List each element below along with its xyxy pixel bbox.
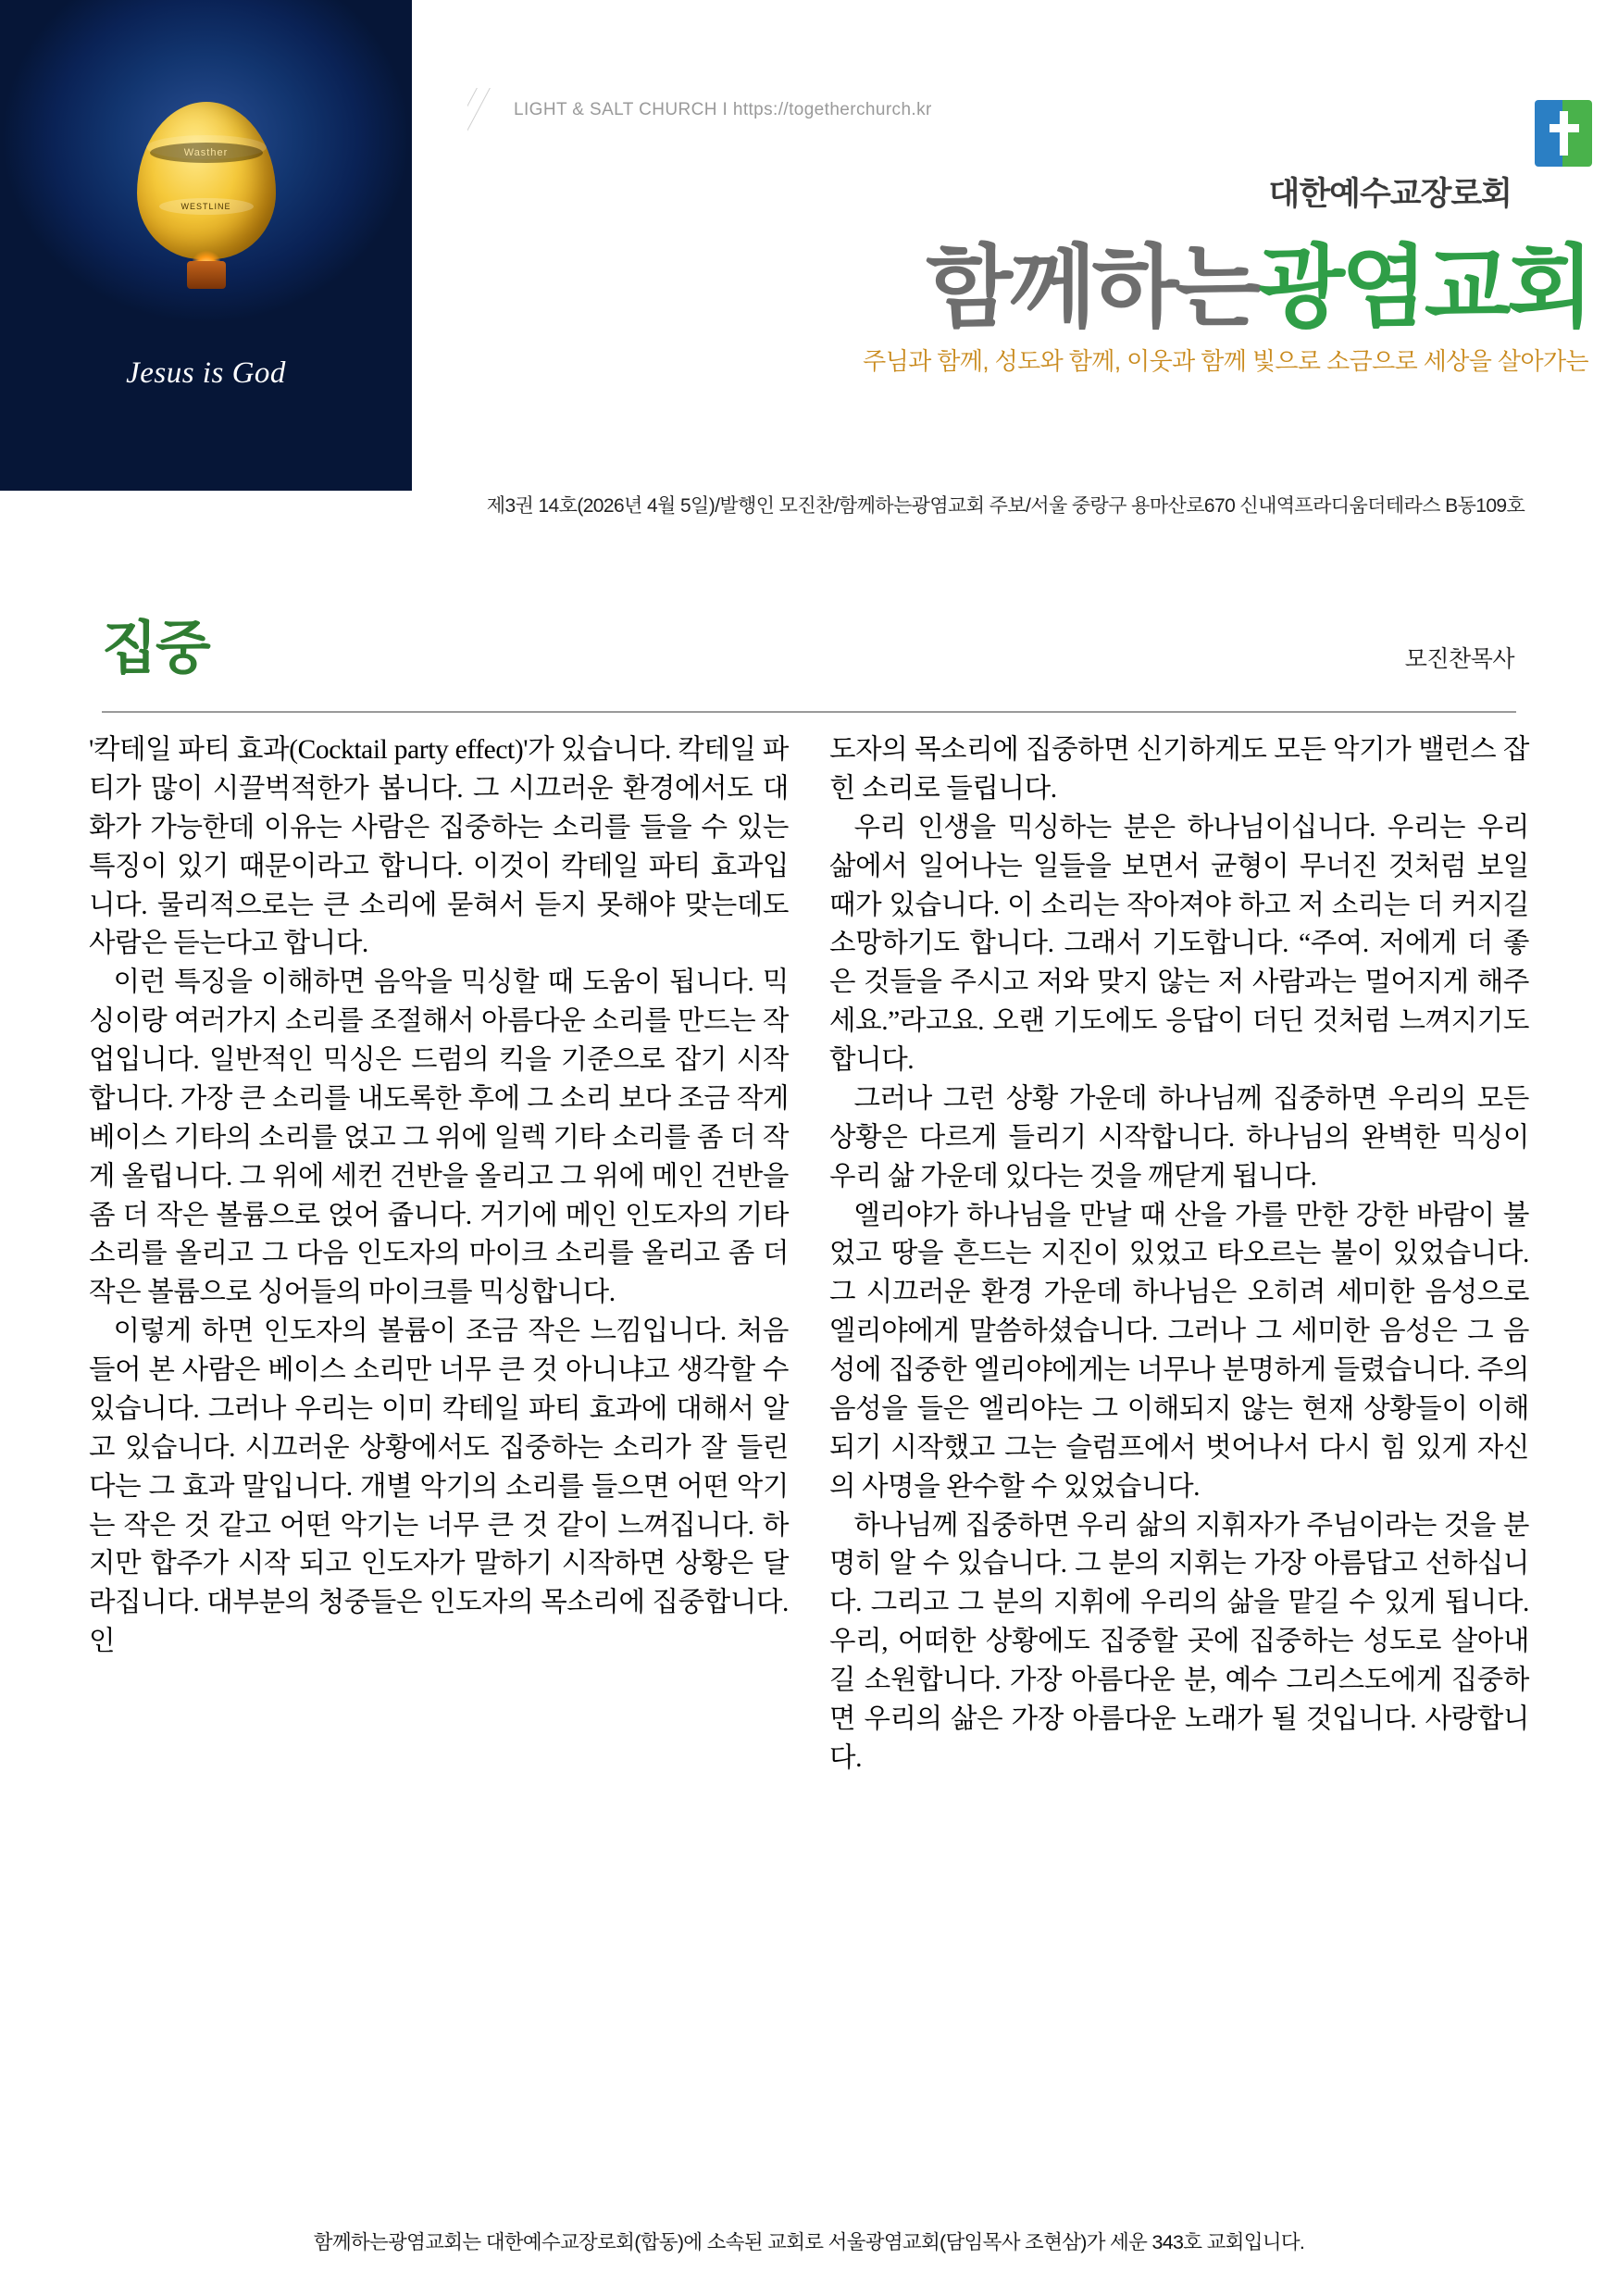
- hero-caption: Jesus is God: [126, 356, 286, 390]
- paragraph: 이렇게 하면 인도자의 볼륨이 조금 작은 느낌입니다. 처음 들어 본 사람은 베이스 소리만 너무 큰 것 아니냐고 생각할 수 있습니다. 그러나 우리는 이미 칵테일 파티 효과에 대해서 알고 있습니다. 시끄러운 상황에서도 집중하는 소리가 잘 들린다는 그 효과 말입니다. 개별 악기의 소리를 들으면 어떤 악기는 작은 것 같고 어떤 악기는 너무 큰 것 같이 느껴집니다. 하지만 합주가 시작 되고 인도자가 말하기 시작하면 상황은 달라집니다. 대부분의 청중들은 인도자의 목소리에 집중합니다. 인: [89, 1316, 789, 1657]
- article-title: 집중: [102, 617, 209, 680]
- balloon-band-bottom: WESTLINE: [159, 198, 254, 215]
- balloon-basket: [187, 261, 226, 289]
- paragraph: 그러나 그런 상황 가운데 하나님께 집중하면 우리의 모든 상황은 다르게 들리기 시작합니다. 하나님의 완벽한 믹싱이 우리 삶 가운데 있다는 것을 깨닫게 됩니다.: [829, 1083, 1529, 1192]
- masthead-title: [412, 215, 1590, 344]
- balloon-band-top: Wasther: [150, 143, 263, 163]
- paragraph: 엘리야가 하나님을 만날 때 산을 가를 만한 강한 바람이 불었고 땅을 흔드는 지진이 있었고 타오르는 불이 있었습니다. 그 시끄러운 환경 가운데 하나님은 오히려 세미한 음성으로 엘리야에게 말씀하셨습니다. 그러나 그 세미한 음성은 그 음성에 집중한 엘리야에게는 너무나 분명하게 들렸습니다. 주의 음성을 들은 엘리야는 그 이해되지 않는 현재 상황들이 이해 되기 시작했고 그는 슬럼프에서 벗어나서 다시 힘 있게 자신의 사명을 완수할 수 있었습니다.: [829, 1200, 1529, 1502]
- article-header: [0, 602, 1618, 704]
- article-column-right: [829, 731, 1529, 1778]
- paragraph: 하나님께 집중하면 우리 삶의 지휘자가 주님이라는 것을 분명히 알 수 있습니다. 그 분의 지휘는 가장 아름답고 선하십니다. 그리고 그 분의 지휘에 우리의 삶을 맡길 수 있게 됩니다. 우리, 어떠한 상황에도 집중할 곳에 집중하는 성도로 살아내길 소원합니다. 가장 아름다운 분, 예수 그리스도에게 집중하면 우리의 삶은 가장 아름다운 노래가 될 것입니다. 사랑합니다.: [829, 1510, 1529, 1773]
- article-body: [89, 731, 1529, 1778]
- masthead: [412, 0, 1618, 491]
- church-url-line: LIGHT & SALT CHURCH I https://togetherchurch.kr: [514, 100, 932, 119]
- denomination-label: 대한예수교장로회: [1268, 176, 1512, 212]
- paragraph: 우리 인생을 믹싱하는 분은 하나님이십니다. 우리는 우리 삶에서 일어나는 일들을 보면서 균형이 무너진 것처럼 보일 때가 있습니다. 이 소리는 작아져야 하고 저 소리는 더 커지길 소망하기도 합니다. 그래서 기도합니다. “주여. 저에게 더 좋은 것들을 주시고 저와 맞지 않는 저 사람과는 멀어지게 해주세요.”라고요. 오랜 기도에도 응답이 더딘 것처럼 느껴지기도 합니다.: [829, 812, 1529, 1075]
- hot-air-balloon-icon: [137, 102, 276, 259]
- decorative-stripes: [467, 88, 506, 140]
- header: [0, 0, 1618, 517]
- header-divider: [102, 711, 1516, 713]
- footer-note: 함께하는광염교회는 대한예수교장로회(합동)에 소속된 교회로 서울광염교회(담임목사 조현삼)가 세운 343호 교회입니다.: [313, 2231, 1305, 2253]
- paragraph: '칵테일 파티 효과(Cocktail party effect)'가 있습니다. 칵테일 파티가 많이 시끌벅적한가 봅니다. 그 시끄러운 환경에서도 대화가 가능한데 이유는 사람은 집중하는 소리를 들을 수 있는 특징이 있기 때문이라고 합니다. 이것이 칵테일 파티 효과입니다. 물리적으로는 큰 소리에 묻혀서 듣지 못해야 맞는데도 사람은 듣는다고 합니다.: [89, 735, 789, 959]
- article-column-left: [89, 731, 789, 1778]
- hero-balloon-image: [0, 0, 412, 491]
- article-author: 모진찬목사: [1404, 646, 1514, 672]
- paragraph: 이런 특징을 이해하면 음악을 믹싱할 때 도움이 됩니다. 믹싱이랑 여러가지 소리를 조절해서 아름다운 소리를 만드는 작업입니다. 일반적인 믹싱은 드럼의 킥을 기준으로 잡기 시작합니다. 가장 큰 소리를 내도록한 후에 그 소리 보다 조금 작게 베이스 기타의 소리를 얹고 그 위에 일렉 기타 소리를 좀 더 작게 올립니다. 그 위에 세컨 건반을 올리고 그 위에 메인 건반을 좀 더 작은 볼륨으로 얹어 줍니다. 거기에 메인 인도자의 기타 소리를 올리고 그 다음 인도자의 마이크 소리를 올리고 좀 더 작은 볼륨으로 싱어들의 마이크를 믹싱합니다.: [89, 967, 789, 1308]
- church-logo-icon: [1535, 100, 1592, 167]
- issue-info-line: 제3권 14호(2026년 4월 5일)/발행인 모진찬/함께하는광염교회 주보/서울 중랑구 용마산로670 신내역프라디움더테라스 B동109호: [486, 495, 1525, 517]
- masthead-title-part1: 함께하는: [926, 237, 1259, 338]
- paragraph: 도자의 목소리에 집중하면 신기하게도 모든 악기가 밸런스 잡힌 소리로 들립니다.: [829, 735, 1529, 804]
- masthead-title-part2: 광염교회: [1258, 237, 1590, 338]
- masthead-subtitle: 주님과 함께, 성도와 함께, 이웃과 함께 빛으로 소금으로 세상을 살아가는: [863, 347, 1588, 375]
- balloon-envelope: [137, 102, 276, 259]
